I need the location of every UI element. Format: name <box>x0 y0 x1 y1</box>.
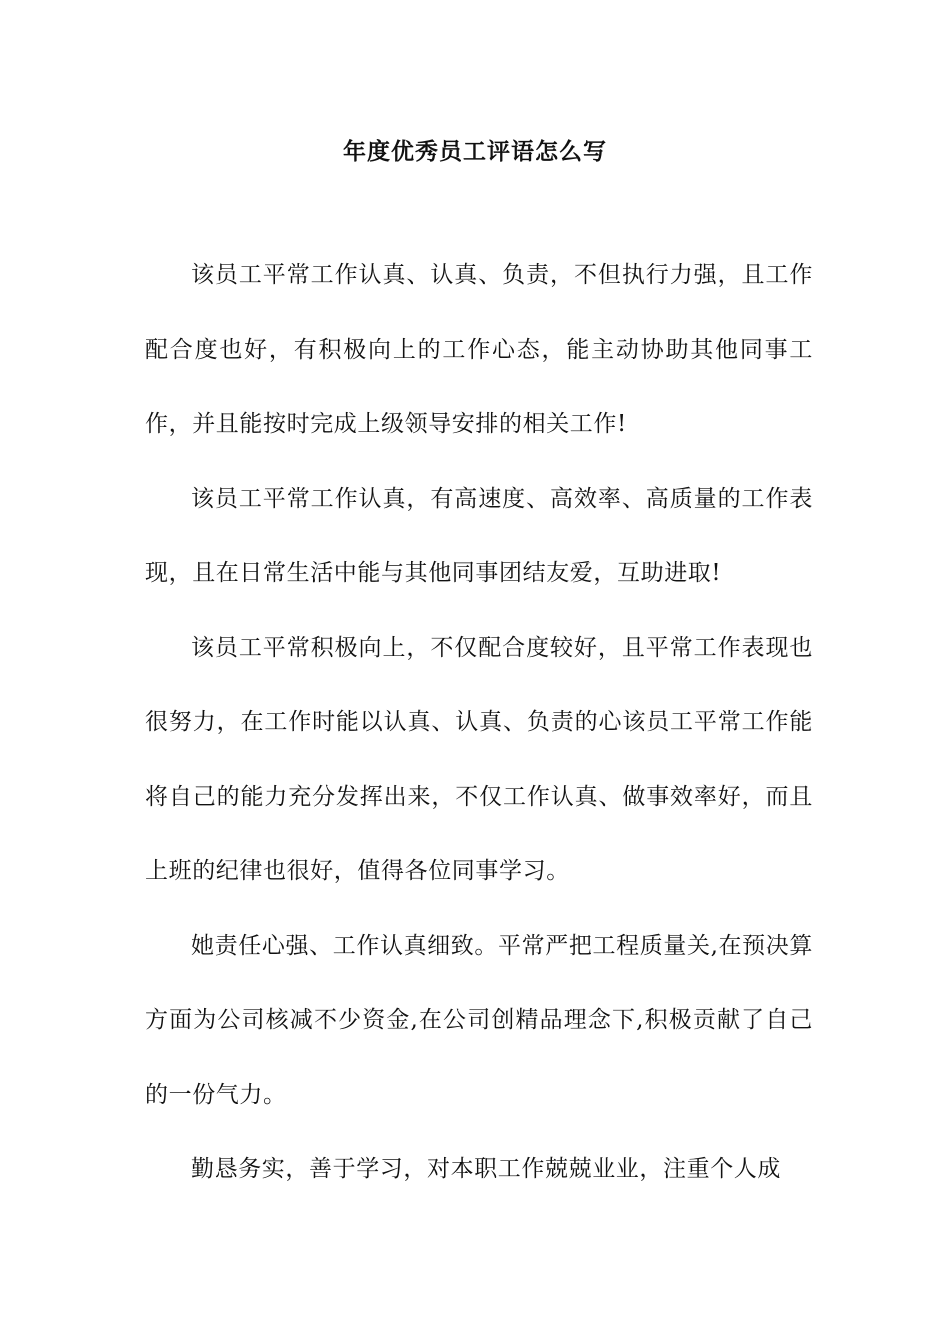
paragraph: 该员工平常工作认真，有高速度、高效率、高质量的工作表现，且在日常生活中能与其他同事团结友爱，互助进取! <box>145 485 813 586</box>
paragraph: 该员工平常工作认真、认真、负责，不但执行力强，且工作配合度也好，有积极向上的工作心态，能主动协助其他同事工作，并且能按时完成上级领导安排的相关工作! <box>145 262 813 437</box>
paragraph: 勤恳务实，善于学习，对本职工作兢兢业业，注重个人成 <box>191 1156 781 1182</box>
document-title: 年度优秀员工评语怎么写 <box>343 139 607 165</box>
document-body <box>145 238 813 1207</box>
paragraph: 她责任心强、工作认真细致。平常严把工程质量关,在预决算方面为公司核减不少资金,在公司创精品理念下,积极贡献了自己的一份气力。 <box>145 932 813 1108</box>
paragraph: 该员工平常积极向上，不仅配合度较好，且平常工作表现也很努力，在工作时能以认真、认真、负责的心该员工平常工作能将自己的能力充分发挥出来，不仅工作认真、做事效率好，而且上班的纪律也很好，值得各位同事学习。 <box>145 634 813 884</box>
